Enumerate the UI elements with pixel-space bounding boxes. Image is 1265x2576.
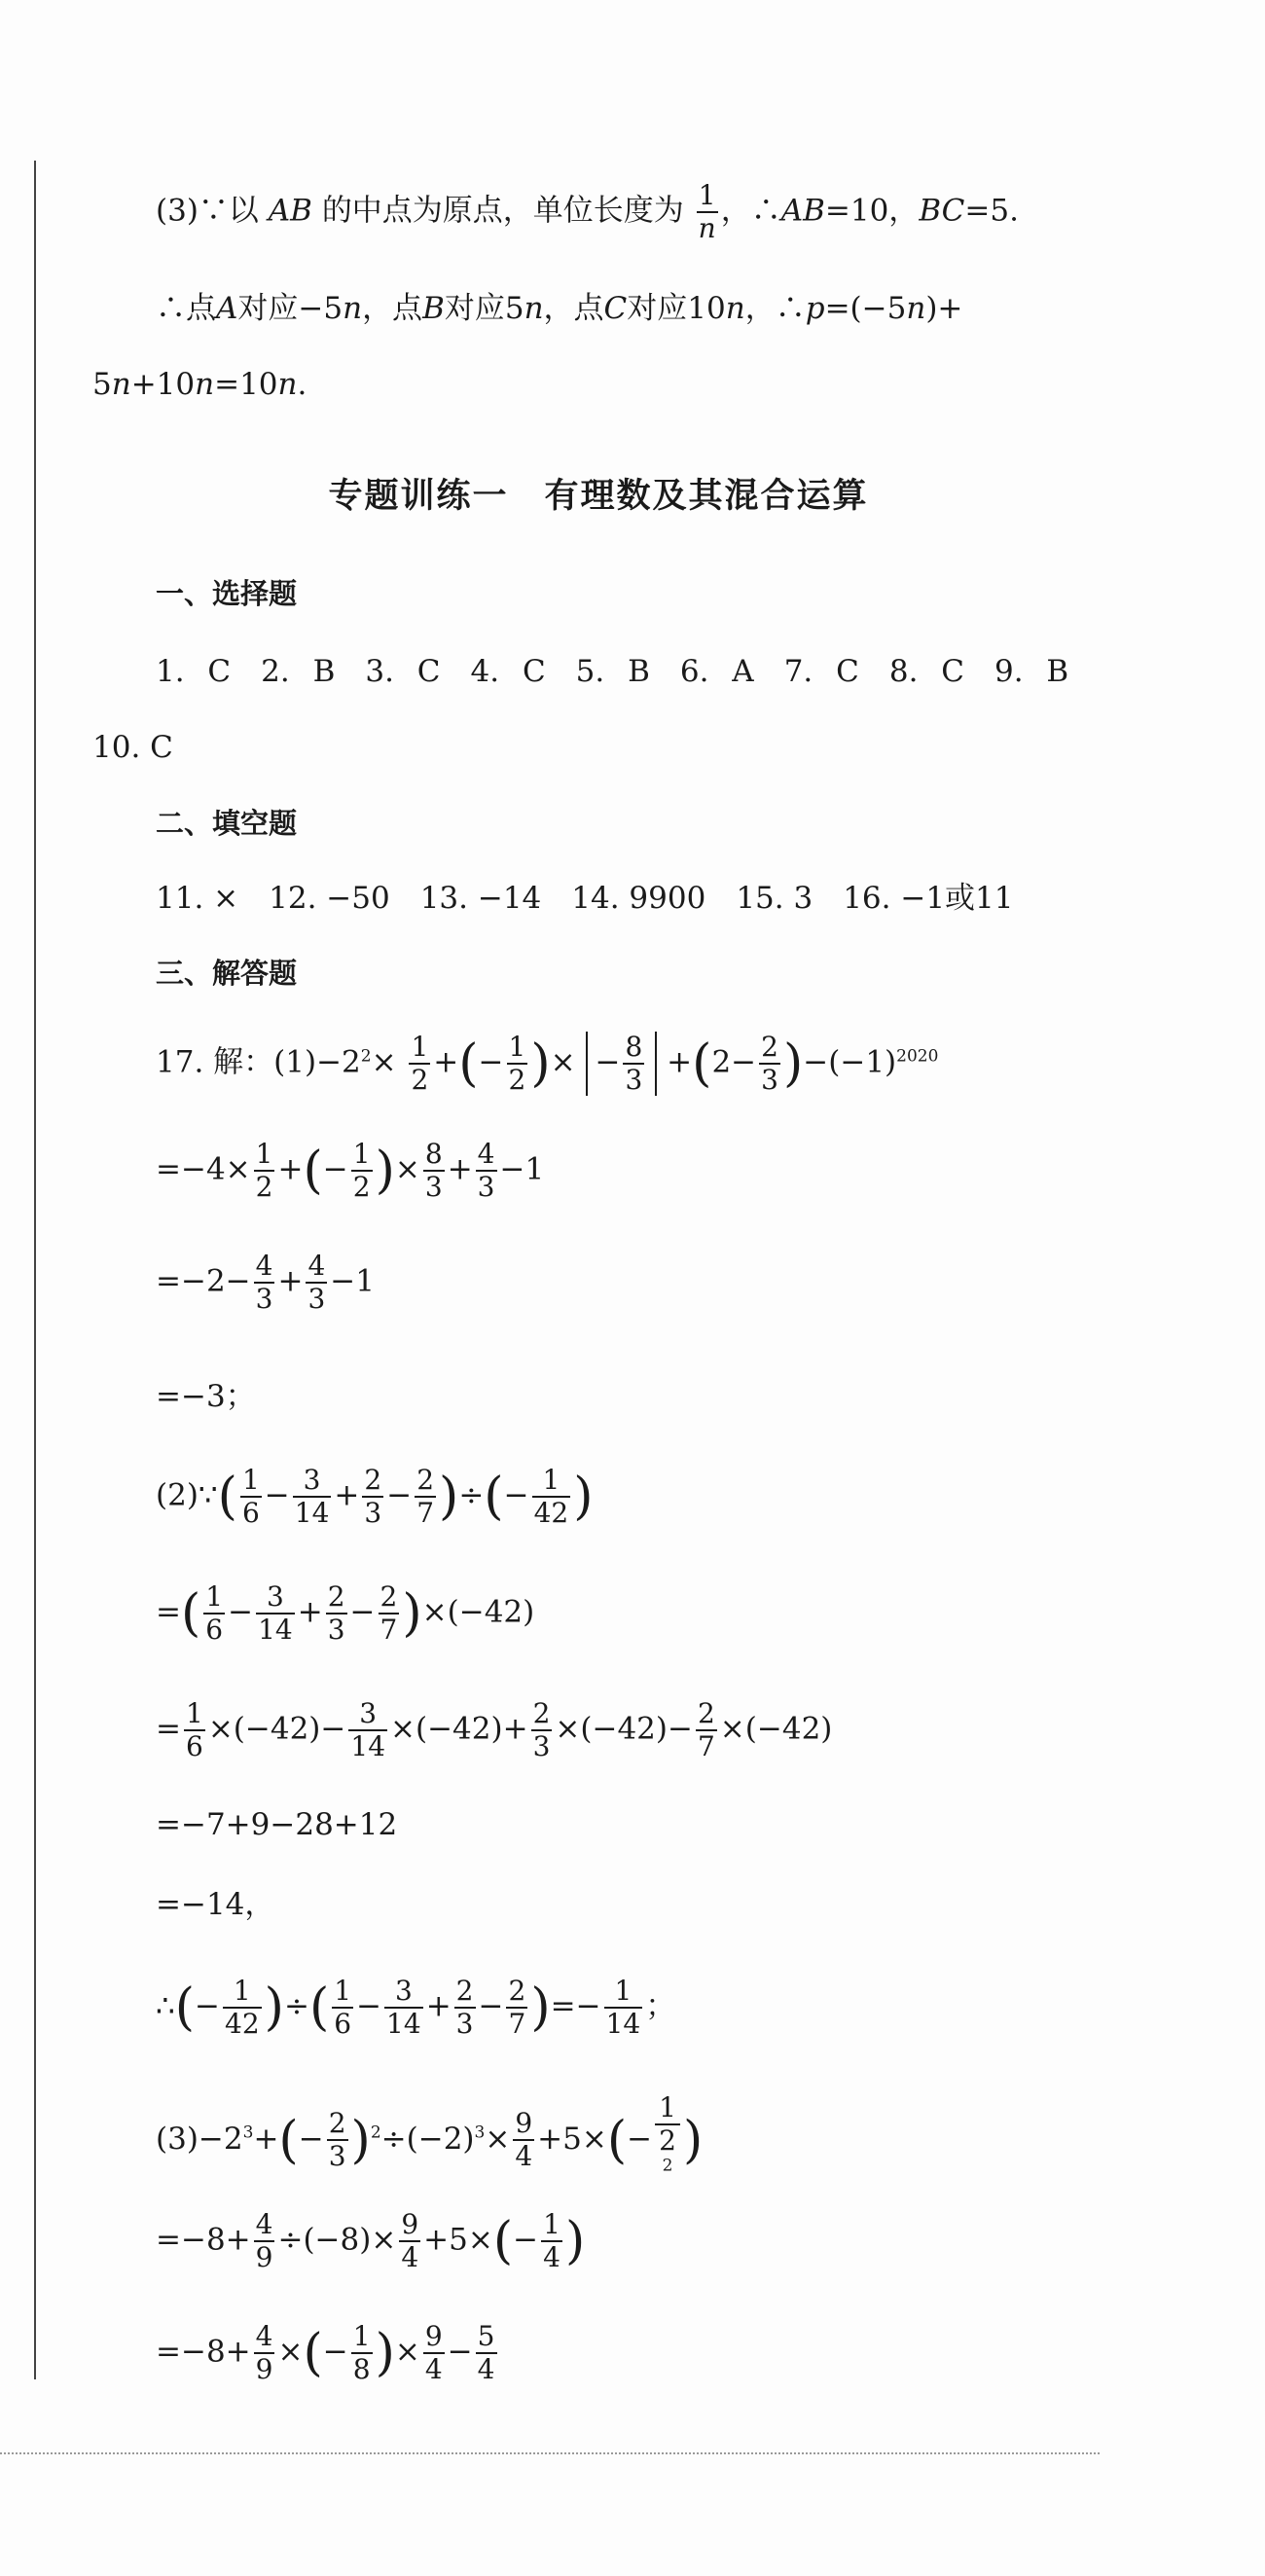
s17-line-12: =−8+ $\frac{4}{9}$ ÷(−8)× $\frac{9}{4}$ +5×(− $\frac{1}{4}$ ) bbox=[156, 2208, 586, 2274]
s17-line-4: =−3； bbox=[156, 1379, 256, 1414]
heading-choice: 一、选择题 bbox=[156, 577, 298, 610]
intro-line-2: ∴点A对应−5n，点B对应5n，点C对应10n，∴p=(−5n)+ bbox=[156, 291, 963, 326]
heading-solve: 三、解答题 bbox=[156, 957, 298, 990]
s17-line-6: =( $\frac{1}{6}$ − $\frac{3}{14}$ + $\frac{2}{3}$ − $\frac{2}{7}$ )×(−42) bbox=[156, 1580, 535, 1647]
choice-answers-cont: 10. C bbox=[92, 730, 173, 765]
intro-line-1: (3)∵以 AB 的中点为原点，单位长度为 $\frac{1}{n}$ ，∴AB=10，BC=5. bbox=[156, 179, 1019, 245]
s17-line-8: =−7+9−28+12 bbox=[156, 1807, 398, 1842]
intro-line-3: 5n+10n=10n. bbox=[92, 367, 307, 402]
s17-line-5: (2)∵( $\frac{1}{6}$ − $\frac{3}{14}$ + $\frac{2}{3}$ − $\frac{2}{7}$ )÷(− $\frac{1}{42}$ ) bbox=[156, 1464, 594, 1530]
s17-line-11: $(3)-2^3+(-$ $\frac{2}{3}$ )$^2\div(-2)^3\times$ $\frac{9}{4}$ +5×(− 1 2 $^2$ ) bbox=[156, 2091, 704, 2177]
s17-line-7: = $\frac{1}{6}$ ×(−42)− $\frac{3}{14}$ ×(−42)+ $\frac{2}{3}$ ×(−42)− $\frac{2}{7}$ ×(−42) bbox=[156, 1697, 833, 1763]
heading-fill: 二、填空题 bbox=[156, 807, 298, 840]
s17-line-13: =−8+ $\frac{4}{9}$ ×(− $\frac{1}{8}$ )× $\frac{9}{4}$ − $\frac{5}{4}$ bbox=[156, 2320, 495, 2386]
s17-line-10: ∴(− $\frac{1}{42}$ )÷( $\frac{1}{6}$ − $\frac{3}{14}$ + $\frac{2}{3}$ − $\frac{2}{7}$ )=− $\frac{1}{14}$ ； bbox=[156, 1975, 676, 2041]
fill-answers: 11. × 12. −50 13. −14 14. 9900 15. 3 16. −1或11 bbox=[156, 881, 1014, 916]
dotted-separator bbox=[0, 2452, 1100, 2454]
s17-line-3: =−2− $\frac{4}{3}$ + $\frac{4}{3}$ −1 bbox=[156, 1250, 375, 1316]
s17-line-2: =−4× $\frac{1}{2}$ +(− $\frac{1}{2}$ )× $\frac{8}{3}$ + $\frac{4}{3}$ −1 bbox=[156, 1138, 545, 1204]
s17-line-9: =−14， bbox=[156, 1887, 275, 1922]
s17-line-1: 17. 解：$(1)-2^2\times$ $\frac{1}{2}$ +(− $\frac{1}{2}$ )× − $\frac{8}{3}$ +(2− $\frac{2}{3}$ )$-(-1)^{2020}$ bbox=[156, 1031, 939, 1097]
choice-answers: 1. C 2. B 3. C 4. C 5. B 6. A 7. C 8. C 9. B bbox=[156, 654, 1069, 689]
section-title: 专题训练一 有理数及其混合运算 bbox=[328, 477, 869, 516]
